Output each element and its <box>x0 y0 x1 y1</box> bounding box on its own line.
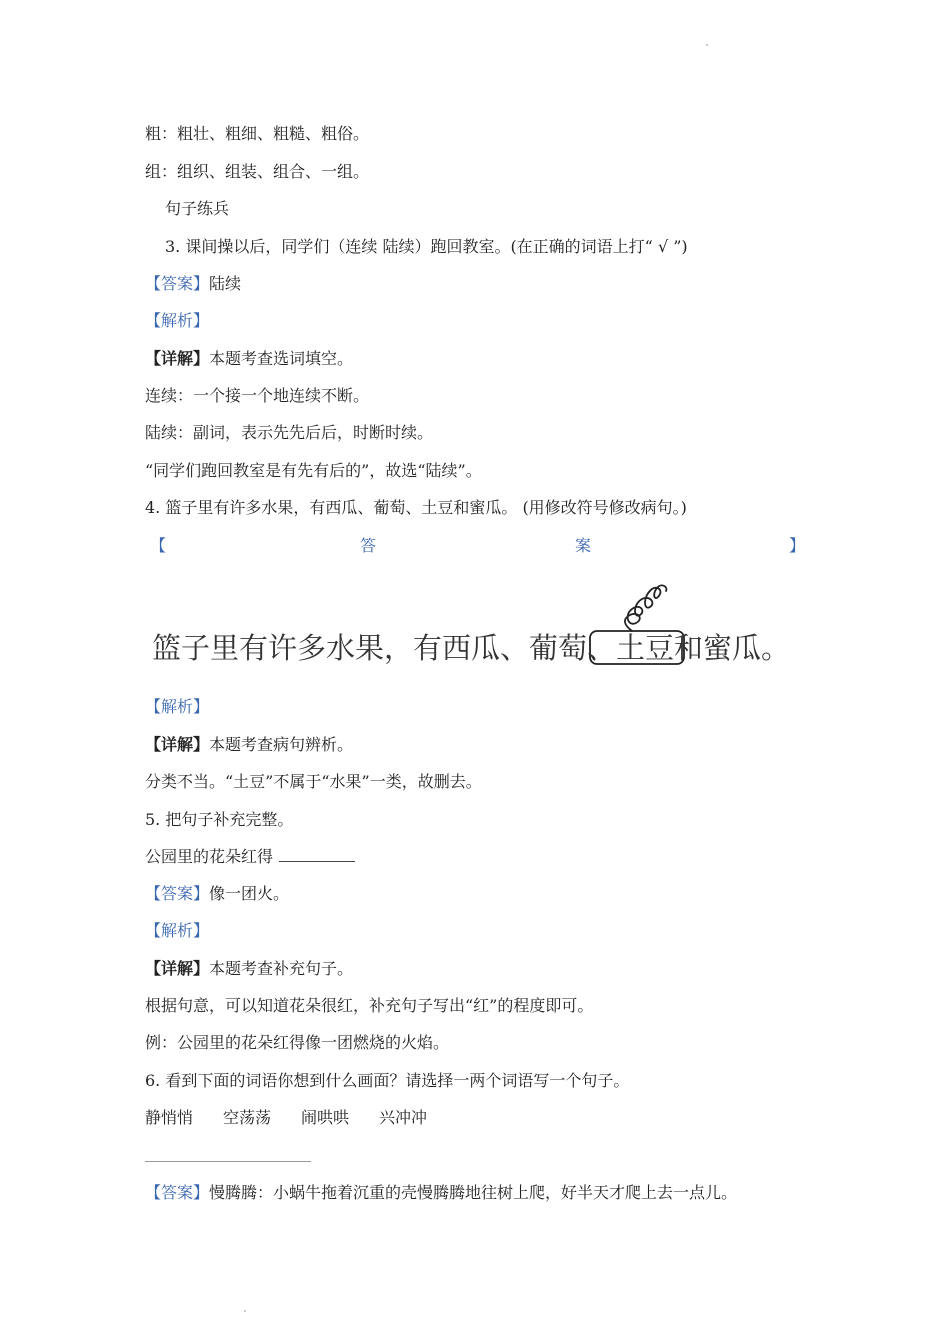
detail-text: 本题考查病句辨析。 <box>209 735 354 754</box>
word-item: 静悄悄 <box>145 1108 194 1127</box>
question-6: 6. 看到下面的词语你想到什么画面？请选择一两个词语写一个句子。 <box>145 1071 630 1090</box>
q6-words <box>145 1108 427 1128</box>
answer-label: 【答案】 <box>145 274 210 293</box>
answer-text: 陆续 <box>209 274 242 293</box>
detail-label: 【详解】 <box>145 735 210 754</box>
sentence-deleted-part: 、土豆 <box>587 631 675 665</box>
q4-answer-close: 】 <box>789 536 806 555</box>
answer-text: 慢腾腾：小蜗牛拖着沉重的壳慢腾腾地往树上爬，好半天才爬上去一点儿。 <box>209 1183 738 1202</box>
question-4: 4. 篮子里有许多水果，有西瓜、葡萄、土豆和蜜瓜。 (用修改符号修改病句。) <box>145 498 687 517</box>
q5-answer <box>145 884 289 904</box>
answer-blank <box>279 847 355 862</box>
word-item: 兴冲冲 <box>379 1108 428 1127</box>
q3-conclusion: “同学们跑回教室是有先有后的”，故选“陆续”。 <box>145 461 482 480</box>
question-5: 5. 把句子补充完整。 <box>145 810 294 829</box>
section-title: 句子练兵 <box>165 199 230 218</box>
q5-example: 例：公园里的花朵红得像一团燃烧的火焰。 <box>145 1033 450 1052</box>
q4-answer-an: 案 <box>575 536 592 555</box>
detail-label: 【详解】 <box>145 349 210 368</box>
question-3: 3. 课间操以后，同学们（连续 陆续）跑回教室。(在正确的词语上打“ √ ”) <box>165 237 688 256</box>
detail-label: 【详解】 <box>145 959 210 978</box>
corner-dot <box>706 44 708 46</box>
cu-line: 粗：粗壮、粗细、粗糙、粗俗。 <box>145 124 370 143</box>
q4-answer-da: 答 <box>360 536 377 555</box>
q4-detail <box>145 735 353 755</box>
divider <box>145 1161 311 1162</box>
answer-label: 【答案】 <box>145 884 210 903</box>
sentence-after: 和蜜瓜。 <box>674 631 791 665</box>
answer-text: 像一团火。 <box>209 884 290 903</box>
q3-lianxu: 连续：一个接一个地连续不断。 <box>145 386 370 405</box>
q4-reason: 分类不当。“土豆”不属于“水果”一类，故删去。 <box>145 772 482 791</box>
word-item: 空荡荡 <box>223 1108 272 1127</box>
q3-detail <box>145 349 353 369</box>
bottom-dot <box>244 1310 246 1312</box>
answer-label: 【答案】 <box>145 1183 210 1202</box>
q3-luxu: 陆续：副词，表示先先后后，时断时续。 <box>145 423 434 442</box>
corrected-sentence-figure <box>152 628 790 668</box>
q3-answer <box>145 274 241 294</box>
detail-text: 本题考查选词填空。 <box>209 349 354 368</box>
q5-detail <box>145 959 353 979</box>
word-item: 闹哄哄 <box>301 1108 350 1127</box>
q4-analysis-label: 【解析】 <box>145 697 210 716</box>
q6-answer <box>145 1183 737 1203</box>
detail-text: 本题考查补充句子。 <box>209 959 354 978</box>
q3-analysis-label: 【解析】 <box>145 311 210 330</box>
sentence-before: 篮子里有许多水果，有西瓜、葡萄 <box>152 631 588 665</box>
q5-prompt <box>145 847 355 867</box>
prompt-text: 公园里的花朵红得 <box>145 847 274 866</box>
q4-answer-open: 【 <box>150 536 167 555</box>
q5-analysis-label: 【解析】 <box>145 921 210 940</box>
q5-reason: 根据句意，可以知道花朵很红，补充句子写出“红”的程度即可。 <box>145 996 594 1015</box>
zu-line: 组：组织、组装、组合、一组。 <box>145 162 370 181</box>
